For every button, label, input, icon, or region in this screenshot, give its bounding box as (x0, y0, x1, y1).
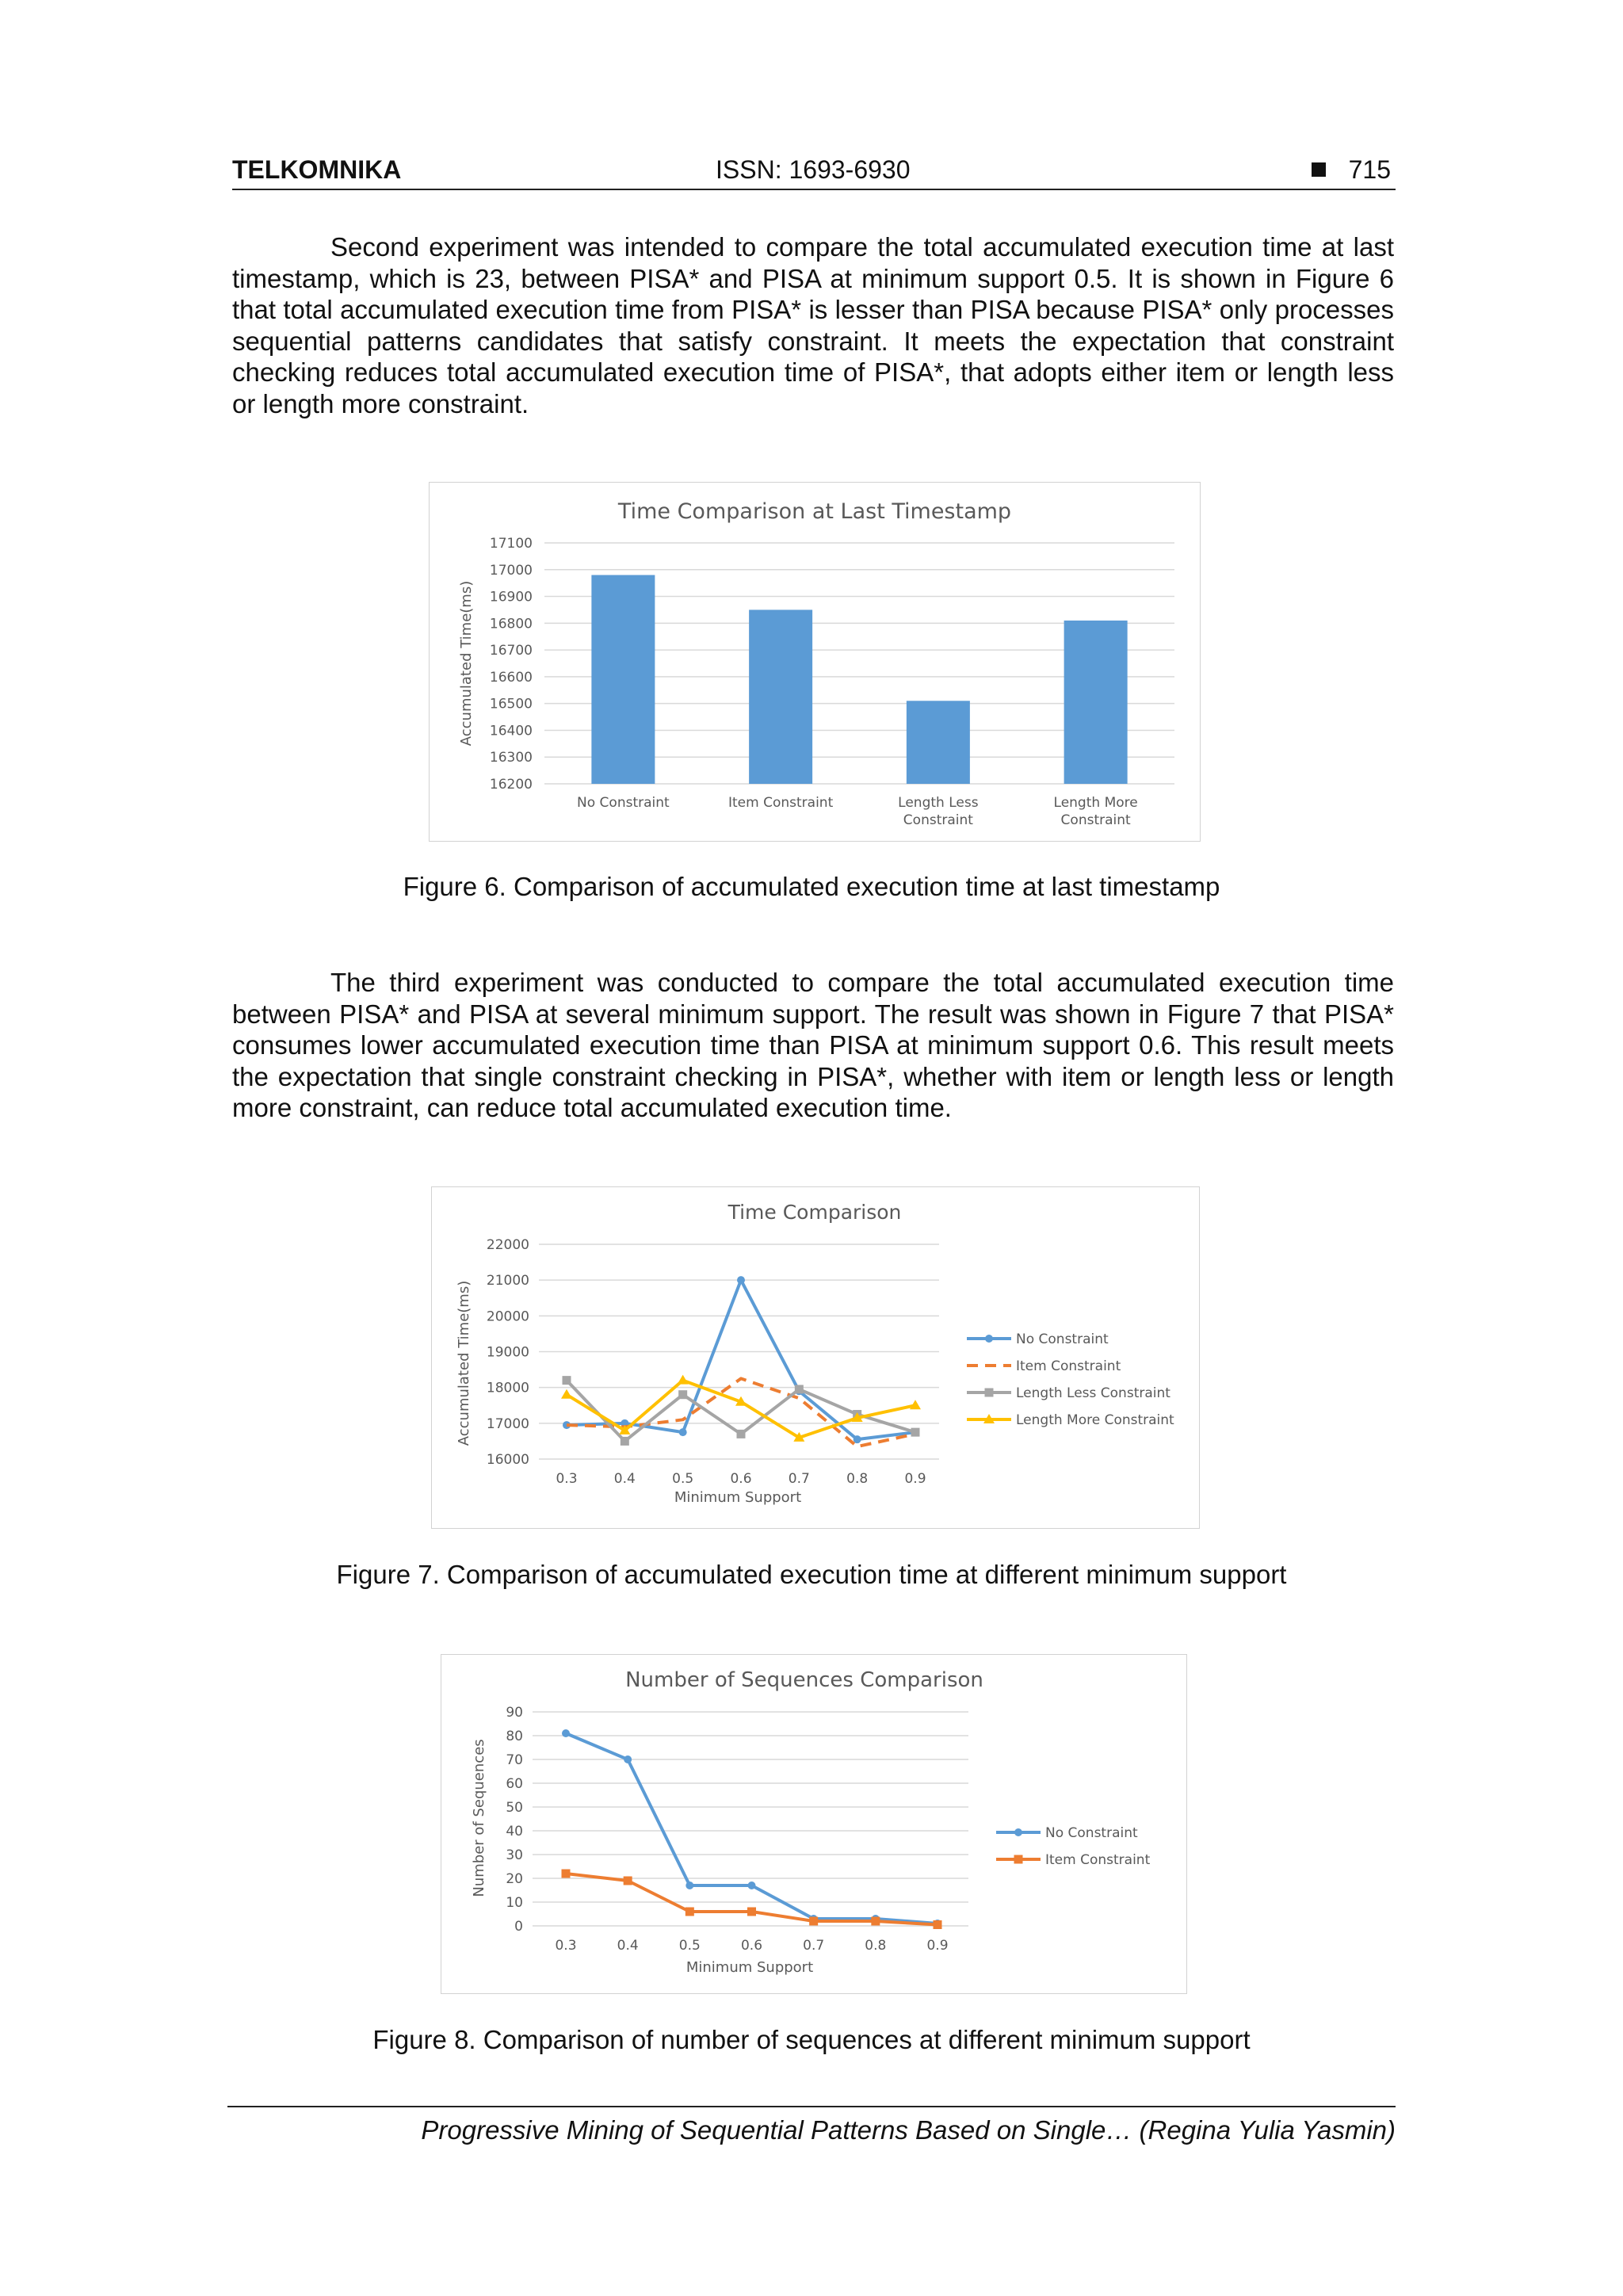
data-point (685, 1881, 693, 1889)
x-tick-label: Length Less (898, 795, 979, 811)
y-tick-label: 20000 (486, 1308, 529, 1325)
x-tick-label: 0.9 (904, 1471, 926, 1487)
data-point (624, 1877, 632, 1885)
y-tick-label: 30 (506, 1847, 523, 1863)
legend-label: No Constraint (1016, 1331, 1109, 1347)
y-tick-label: 16600 (489, 669, 533, 686)
paragraph-third-experiment: The third experiment was conducted to compare the total accumulated execution time between PISA* and PISA at several minimum support. The result was shown in Figure 7 that PISA* consumes lower accumulated execution time than PISA at minimum support 0.6. This result meets the expectation that single constraint checking in PISA*, whether with item or length less or length more constraint, can reduce total accumulated execution time. (232, 968, 1394, 1123)
legend-label: Item Constraint (1016, 1358, 1121, 1374)
x-tick-label: No Constraint (577, 795, 670, 811)
bar (1064, 621, 1128, 784)
figure-6-chart (429, 482, 1201, 842)
y-tick-label: 17000 (489, 562, 533, 579)
y-tick-label: 22000 (486, 1237, 529, 1253)
data-point (737, 1276, 745, 1284)
x-tick-label: 0.4 (613, 1471, 636, 1487)
x-tick-label: Length More (1053, 795, 1138, 811)
legend-marker (1014, 1828, 1022, 1836)
legend-marker (1014, 1855, 1023, 1864)
y-tick-label: 90 (506, 1705, 523, 1721)
data-point (871, 1917, 880, 1926)
x-tick-label: 0.4 (617, 1938, 639, 1954)
series-line (566, 1733, 938, 1924)
data-point (562, 1729, 570, 1737)
issn: ISSN: 1693-6930 (716, 155, 911, 184)
journal-name: TELKOMNIKA (232, 155, 402, 184)
x-tick-label: 0.5 (678, 1938, 701, 1954)
y-axis-label: Accumulated Time(ms) (458, 580, 475, 747)
y-tick-label: 16400 (489, 723, 533, 739)
x-axis-label: Minimum Support (685, 1959, 814, 1976)
legend-label: No Constraint (1045, 1825, 1138, 1841)
data-point (747, 1908, 756, 1916)
bar (591, 575, 655, 784)
y-tick-label: 19000 (486, 1344, 529, 1361)
x-tick-label: 0.8 (865, 1938, 887, 1954)
chart-title: Time Comparison (727, 1201, 902, 1224)
series-line (567, 1381, 915, 1438)
x-tick-label: Item Constraint (728, 795, 834, 811)
data-point (679, 1428, 687, 1436)
data-point (795, 1385, 804, 1393)
x-tick-label: 0.7 (788, 1471, 810, 1487)
figure-7-svg (432, 1187, 1199, 1528)
data-point (563, 1376, 571, 1385)
y-tick-label: 10 (506, 1895, 523, 1911)
y-tick-label: 40 (506, 1824, 523, 1839)
data-point (562, 1870, 571, 1878)
y-tick-label: 0 (514, 1919, 523, 1935)
data-point (748, 1881, 756, 1889)
y-tick-label: 50 (506, 1800, 523, 1816)
y-tick-label: 80 (506, 1729, 523, 1744)
figure-7-caption: Figure 7. Comparison of accumulated execution time at different minimum support (336, 1560, 1287, 1589)
x-tick-label: 0.5 (672, 1471, 694, 1487)
figure-6-caption: Figure 6. Comparison of accumulated execution time at last timestamp (403, 872, 1220, 901)
data-point (621, 1437, 629, 1446)
x-tick-label: 0.7 (803, 1938, 825, 1954)
x-tick-label: 0.6 (730, 1471, 752, 1487)
y-tick-label: 20 (506, 1871, 523, 1887)
x-tick-label: 0.3 (556, 1471, 578, 1487)
data-point (910, 1400, 921, 1409)
figure-8-chart (441, 1654, 1187, 1994)
data-point (809, 1917, 818, 1926)
y-tick-label: 17100 (489, 536, 533, 552)
y-tick-label: 16000 (486, 1452, 529, 1468)
legend-label: Length More Constraint (1016, 1412, 1174, 1428)
legend-marker (985, 1389, 994, 1397)
figure-8-caption: Figure 8. Comparison of number of sequences at different minimum support (372, 2025, 1251, 2054)
legend-marker (985, 1335, 993, 1343)
y-tick-label: 16700 (489, 643, 533, 659)
square-bullet-icon (1312, 162, 1326, 177)
data-point (934, 1920, 942, 1929)
x-tick-label: 0.3 (555, 1938, 577, 1954)
series-line (566, 1874, 938, 1925)
chart-title: Number of Sequences Comparison (625, 1668, 983, 1692)
y-tick-label: 18000 (486, 1380, 529, 1396)
y-tick-label: 17000 (486, 1415, 529, 1432)
y-tick-label: 70 (506, 1752, 523, 1768)
figure-7-chart (431, 1186, 1200, 1529)
x-tick-label: 0.8 (846, 1471, 869, 1487)
data-point (911, 1428, 920, 1437)
chart-title: Time Comparison at Last Timestamp (617, 499, 1012, 524)
y-axis-label: Accumulated Time(ms) (456, 1280, 472, 1446)
x-tick-label: 0.6 (740, 1938, 763, 1954)
legend-label: Item Constraint (1045, 1852, 1151, 1868)
y-tick-label: 21000 (486, 1273, 529, 1289)
y-axis-label: Number of Sequences (471, 1739, 487, 1897)
data-point (685, 1908, 694, 1916)
bar (749, 609, 812, 784)
legend-label: Length Less Constraint (1016, 1385, 1170, 1401)
page-header (232, 155, 1396, 190)
y-tick-label: 16500 (489, 696, 533, 712)
figure-6-svg (430, 483, 1200, 841)
y-tick-label: 16800 (489, 616, 533, 632)
y-tick-label: 16900 (489, 589, 533, 606)
data-point (737, 1430, 746, 1438)
x-tick-label: 0.9 (926, 1938, 949, 1954)
data-point (624, 1755, 632, 1763)
x-tick-label: Constraint (903, 812, 973, 828)
paragraph-second-experiment: Second experiment was intended to compare the total accumulated execution time at last timestamp, which is 23, between PISA* and PISA at minimum support 0.5. It is shown in Figure 6 that total accumulated execution time from PISA* is lesser than PISA because PISA* only processes sequential patterns candidates that satisfy constraint. It meets the expectation that constraint checking reduces total accumulated execution time of PISA*, that adopts either item or length less or length more constraint. (232, 232, 1394, 418)
y-tick-label: 16200 (489, 777, 533, 793)
data-point (561, 1389, 572, 1399)
x-axis-label: Minimum Support (674, 1489, 802, 1506)
data-point (678, 1375, 689, 1385)
data-point (678, 1390, 687, 1399)
bar (907, 701, 970, 784)
data-point (854, 1435, 861, 1443)
x-tick-label: Constraint (1060, 812, 1131, 828)
figure-8-svg (441, 1655, 1186, 1993)
y-tick-label: 60 (506, 1776, 523, 1792)
page-footer: Progressive Mining of Sequential Patterns Based on Single… (Regina Yulia Yasmin) (227, 2106, 1396, 2145)
page-number: 715 (1348, 155, 1391, 184)
y-tick-label: 16300 (489, 750, 533, 766)
